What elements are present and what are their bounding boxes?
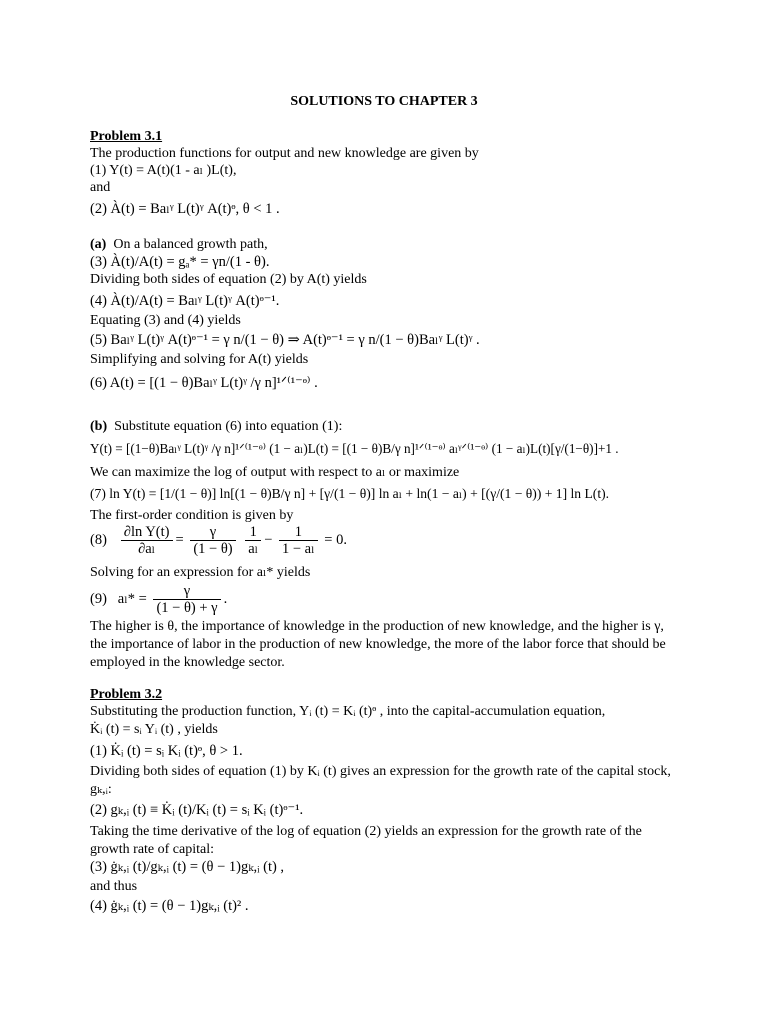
paragraph-line-2: the importance of labor in the production of new knowledge, the more of the labor force that should be bbox=[90, 637, 666, 652]
equation-1: (1) Y(t) = A(t)(1 - aₗ )L(t), bbox=[90, 163, 237, 178]
equation-3: (3) À(t)/A(t) = gₐ* = γn/(1 - θ). bbox=[90, 254, 270, 270]
equating-text: Equating (3) and (4) yields bbox=[90, 313, 241, 328]
taking-text-1: Taking the time derivative of the log of equation (2) yields an expression for the growth rate of the bbox=[90, 824, 642, 839]
part-a-label: (a) bbox=[90, 237, 107, 252]
simplifying-text: Simplifying and solving for A(t) yields bbox=[90, 352, 309, 367]
and-text: and bbox=[90, 180, 111, 195]
equation-3-2-2: (2) gₖ,ᵢ (t) ≡ K̇ᵢ (t)/Kᵢ (t) = sᵢ Kᵢ (t)ᶱ⁻¹. bbox=[90, 802, 304, 818]
equation-3-2-1: (1) K̇ᵢ (t) = sᵢ Kᵢ (t)ᶱ, θ > 1. bbox=[90, 743, 243, 759]
equation-9-label: (9) bbox=[90, 590, 107, 607]
dividing-text: Dividing both sides of equation (2) by A(t) yields bbox=[90, 272, 367, 287]
eq8-lhs-fraction bbox=[121, 524, 173, 557]
eq8-t3-den: 1 − aₗ bbox=[282, 541, 315, 557]
foc-text: The first-order condition is given by bbox=[90, 508, 294, 523]
part-a-text: On a balanced growth path, bbox=[113, 237, 268, 252]
eq9-fraction bbox=[153, 583, 220, 616]
eq9-den: (1 − θ) + γ bbox=[156, 600, 218, 616]
equation-4: (4) À(t)/A(t) = Baₗᵞ L(t)ᵞ A(t)ᶱ⁻¹. bbox=[90, 293, 280, 309]
solving-text: Solving for an expression for aₗ* yields bbox=[90, 565, 311, 580]
eq8-t1-den: (1 − θ) bbox=[193, 541, 233, 557]
maximize-text: We can maximize the log of output with respect to aₗ or maximize bbox=[90, 465, 460, 480]
problem-3-1-heading: Problem 3.1 bbox=[90, 129, 163, 144]
problem-3-2-intro: Substituting the production function, Yᵢ (t) = Kᵢ (t)ᶱ , into the capital-accumulation equation, bbox=[90, 704, 606, 719]
and-thus-text: and thus bbox=[90, 879, 138, 894]
equation-output: Y(t) = [(1−θ)Baₗᵞ L(t)ᵞ /γ n]¹ᐟ⁽¹⁻ᶱ⁾ (1 − aₗ)L(t) = [(1 − θ)B/γ n]¹ᐟ⁽¹⁻ᶱ⁾ aₗᵞᐟ⁽¹⁻ᶱ⁾ (1 − aₗ)L(t)[γ/(1−θ)]+1 . bbox=[90, 441, 619, 456]
eq8-term1-fraction bbox=[190, 524, 235, 557]
eq8-t2-den: aₗ bbox=[248, 541, 259, 557]
equation-6: (6) A(t) = [(1 − θ)Baₗᵞ L(t)ᵞ /γ n]¹ᐟ⁽¹⁻ᶱ⁾ . bbox=[90, 375, 318, 391]
eq8-tail: = 0. bbox=[324, 531, 347, 548]
dividing-text-3-2: Dividing both sides of equation (1) by Kᵢ (t) gives an expression for the growth rate of the capital stock, bbox=[90, 764, 671, 779]
part-b-line bbox=[90, 418, 342, 436]
taking-text-2: growth rate of capital: bbox=[90, 842, 215, 857]
page-title: SOLUTIONS TO CHAPTER 3 bbox=[290, 94, 478, 109]
problem-3-1-intro: The production functions for output and new knowledge are given by bbox=[90, 146, 479, 161]
equation-9: (9) aₗ* = $\frac{\gamma}{(1 - \theta) + \gamma}$ . bbox=[90, 583, 228, 616]
eq8-t2-num: 1 bbox=[245, 524, 261, 541]
equation-5: (5) Baₗᵞ L(t)ᵞ A(t)ᶱ⁻¹ = γ n/(1 − θ) ⇒ A(t)ᶱ⁻¹ = γ n/(1 − θ)Baₗᵞ L(t)ᵞ . bbox=[90, 332, 480, 348]
eq8-t3-num: 1 bbox=[279, 524, 318, 541]
part-b-text: Substitute equation (6) into equation (1): bbox=[114, 419, 343, 434]
paragraph-line-1: The higher is θ, the importance of knowledge in the production of new knowledge, and the higher is γ, bbox=[90, 619, 664, 634]
eq8-lhs-num: ∂ln Y(t) bbox=[121, 524, 173, 541]
part-b-label: (b) bbox=[90, 419, 108, 434]
equation-2: (2) À(t) = Baₗᵞ L(t)ᵞ A(t)ᶱ, θ < 1 . bbox=[90, 201, 280, 217]
part-a-line bbox=[90, 236, 268, 254]
problem-3-2-heading: Problem 3.2 bbox=[90, 687, 163, 702]
paragraph-line-3: employed in the knowledge sector. bbox=[90, 655, 285, 670]
eq8-t1-num: γ bbox=[190, 524, 235, 541]
equation-3-2-3: (3) ġₖ,ᵢ (t)/gₖ,ᵢ (t) = (θ − 1)gₖ,ᵢ (t) , bbox=[90, 859, 285, 875]
equation-8-label: (8) bbox=[90, 531, 107, 548]
equation-3-2-4: (4) ġₖ,ᵢ (t) = (θ − 1)gₖ,ᵢ (t)² . bbox=[90, 898, 249, 914]
eq9-lhs: aₗ* = bbox=[117, 590, 147, 607]
growth-rate-symbol: gₖ,ᵢ: bbox=[90, 782, 112, 797]
equation-7: (7) ln Y(t) = [1/(1 − θ)] ln[(1 − θ)B/γ n] + [γ/(1 − θ)] ln aₗ + ln(1 − aₗ) + [(γ/(1 − θ)) + 1] ln L(t). bbox=[90, 486, 610, 501]
eq9-num: γ bbox=[153, 583, 220, 600]
problem-3-2-intro-2: K̇ᵢ (t) = sᵢ Yᵢ (t) , yields bbox=[90, 722, 218, 737]
eq8-lhs-den: ∂aₗ bbox=[138, 541, 156, 557]
eq8-term2-fraction bbox=[245, 524, 261, 557]
equation-8: (8) $\frac{\text{∂ln Y(t)}}{\text{∂aₗ}}$ = $\frac{\gamma}{(1 - \theta)}$ $\frac{1}{\text{aₗ}}$ − $\frac{1}{\text{1 − aₗ}}$ = 0. bbox=[90, 524, 347, 557]
eq8-term3-fraction bbox=[279, 524, 318, 557]
